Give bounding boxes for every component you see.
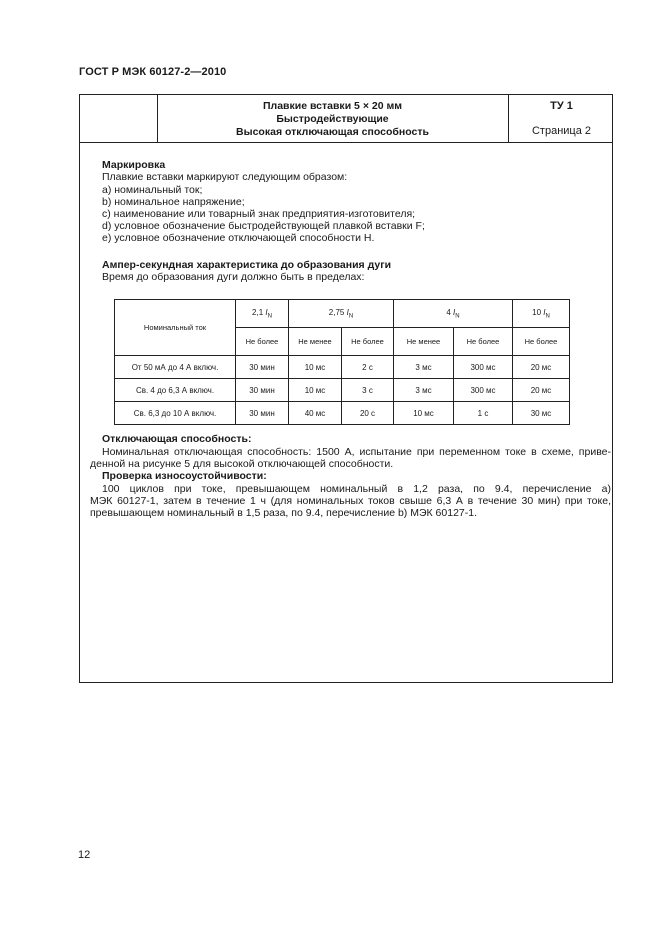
- marking-heading: Маркировка: [102, 159, 166, 171]
- row-label: Св. 6,3 до 10 А включ.: [115, 402, 236, 425]
- multiple-header: 2,1 $I_N$: [236, 300, 289, 328]
- marking-item: d) условное обозначение быстродействующей плавкой вставки F;: [102, 220, 425, 232]
- marking-item: b) номинальное напряжение;: [102, 196, 245, 208]
- title-block-title: [157, 95, 509, 142]
- table-cell: 20 с: [342, 402, 394, 425]
- breaking-text-line: денной на рисунке 5 для высокой отключающей способности.: [90, 458, 394, 470]
- characteristic-intro: Время до образования дуги должно быть в пределах:: [102, 271, 365, 283]
- marking-item: c) наименование или товарный знак предприятия-изготовителя;: [102, 208, 416, 220]
- title-block-left-cell: [80, 95, 158, 142]
- table-cell: 30 мин: [236, 379, 289, 402]
- marking-intro: Плавкие вставки маркируют следующим образом:: [102, 171, 348, 183]
- marking-item: e) условное обозначение отключающей способности H.: [102, 232, 375, 244]
- table-row: [115, 402, 570, 425]
- marking-item: a) номинальный ток;: [102, 184, 203, 196]
- endurance-text-line: превышающем номинальный в 1,5 раза, по 9.4, перечисление b) МЭК 60127-1.: [90, 507, 478, 519]
- table-cell: 2 с: [342, 356, 394, 379]
- title-line-1: Плавкие вставки 5 × 20 мм: [262, 100, 402, 112]
- nominal-current-header: Номинальный ток: [115, 300, 236, 356]
- breaking-text-line: Номинальная отключающая способность: 1500 А, испытание при переменном токе в схеме, приве-: [102, 446, 611, 458]
- table-cell: 30 мин: [236, 402, 289, 425]
- table-cell: 20 мс: [513, 356, 570, 379]
- table-cell: 40 мс: [289, 402, 342, 425]
- endurance-heading: Проверка износоустойчивости:: [102, 470, 267, 482]
- table-cell: 3 мс: [394, 356, 454, 379]
- table-cell: 300 мс: [454, 356, 513, 379]
- characteristic-heading: Ампер-секундная характеристика до образования дуги: [102, 259, 392, 271]
- prearcing-time-table: [114, 299, 570, 425]
- limit-header: Не более: [454, 328, 513, 356]
- table-cell: 3 с: [342, 379, 394, 402]
- limit-header: Не более: [513, 328, 570, 356]
- table-row: [115, 356, 570, 379]
- table-cell: 300 мс: [454, 379, 513, 402]
- page-number: 12: [78, 849, 91, 861]
- row-label: От 50 мА до 4 А включ.: [115, 356, 236, 379]
- multiple-header: 2,75 $I_N$: [289, 300, 394, 328]
- sheet-page: Страница 2: [531, 125, 592, 137]
- limit-header: Не менее: [394, 328, 454, 356]
- table-cell: 30 мс: [513, 402, 570, 425]
- table-row: [115, 379, 570, 402]
- breaking-heading: Отключающая способность:: [102, 433, 252, 445]
- title-line-3: Высокая отключающая способность: [236, 126, 429, 138]
- sheet-code: ТУ 1: [550, 100, 573, 112]
- document-code: ГОСТ Р МЭК 60127-2—2010: [79, 66, 227, 78]
- table-cell: 30 мин: [236, 356, 289, 379]
- endurance-text-line: МЭК 60127-1, затем в течение 1 ч (для номинальных токов свыше 6,3 А в течение 30 мин) при токе,: [90, 495, 611, 507]
- table-cell: 10 мс: [289, 356, 342, 379]
- specification-sheet: [79, 94, 613, 683]
- table-cell: 10 мс: [289, 379, 342, 402]
- table-cell: 10 мс: [394, 402, 454, 425]
- limit-header: Не более: [236, 328, 289, 356]
- table-cell: 20 мс: [513, 379, 570, 402]
- row-label: Св. 4 до 6,3 А включ.: [115, 379, 236, 402]
- table-cell: 1 с: [454, 402, 513, 425]
- title-line-2: Быстродействующие: [276, 113, 389, 125]
- multiple-header: 4 $I_N$: [394, 300, 513, 328]
- title-block: [80, 95, 612, 143]
- limit-header: Не менее: [289, 328, 342, 356]
- endurance-text-line: 100 циклов при токе, превышающем номинальный в 1,2 раза, по 9.4, перечисление a): [102, 483, 611, 495]
- table-cell: 3 мс: [394, 379, 454, 402]
- multiple-header: 10 $I_N$: [513, 300, 570, 328]
- title-block-right-cell: [510, 95, 613, 142]
- limit-header: Не более: [342, 328, 394, 356]
